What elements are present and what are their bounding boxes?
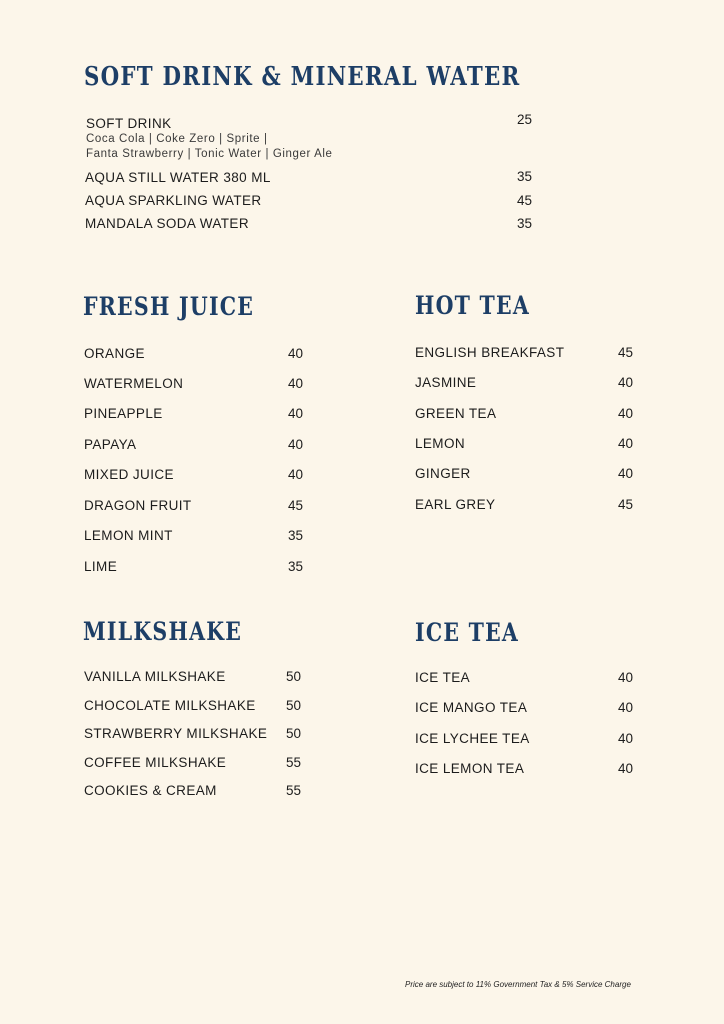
menu-item-name: MANDALA SODA WATER	[85, 216, 249, 231]
menu-item-price: 40	[618, 466, 634, 481]
ice-tea-heading: ICE TEA	[415, 618, 520, 647]
milkshake-heading: MILKSHAKE	[83, 617, 243, 646]
menu-item-price: 40	[618, 731, 634, 746]
menu-item-price: 40	[618, 375, 634, 390]
menu-item-name: MIXED JUICE	[84, 467, 174, 482]
menu-item-name: WATERMELON	[84, 376, 184, 391]
menu-item-price: 55	[286, 755, 302, 770]
tax-footnote: Price are subject to 11% Government Tax & 5% Service Charge	[405, 980, 631, 989]
menu-item-name: LIME	[84, 559, 118, 574]
menu-item-name: EARL GREY	[415, 497, 496, 512]
menu-item-price: 50	[286, 698, 302, 713]
soft-drink-heading: SOFT DRINK & MINERAL WATER	[84, 62, 521, 92]
menu-item-price: 40	[288, 346, 304, 361]
menu-item-price: 45	[618, 497, 634, 512]
menu-item-name: GREEN TEA	[415, 406, 497, 421]
menu-item-price: 45	[618, 345, 634, 360]
menu-item-name: AQUA STILL WATER 380 ML	[85, 170, 271, 185]
hot-tea-heading: HOT TEA	[415, 291, 531, 320]
menu-item-price: 45	[517, 193, 533, 208]
menu-item-price: 40	[288, 376, 304, 391]
fresh-juice-heading: FRESH JUICE	[83, 292, 255, 321]
menu-item-name: DRAGON FRUIT	[84, 498, 192, 513]
menu-item-name: AQUA SPARKLING WATER	[85, 193, 262, 208]
menu-item-price: 35	[517, 169, 533, 184]
menu-item-price: 40	[618, 436, 634, 451]
menu-item-name: LEMON MINT	[84, 528, 173, 543]
menu-item-price: 40	[618, 670, 634, 685]
menu-item-price: 55	[286, 783, 302, 798]
menu-item-price: 40	[288, 467, 304, 482]
menu-item-price: 50	[286, 726, 302, 741]
menu-item-price: 40	[618, 406, 634, 421]
menu-item-name: JASMINE	[415, 375, 477, 390]
menu-item-name: LEMON	[415, 436, 466, 451]
menu-item-name: ICE LEMON TEA	[415, 761, 525, 776]
menu-item-price: 40	[288, 406, 304, 421]
menu-item-name: ICE TEA	[415, 670, 471, 685]
menu-item-price: 50	[286, 669, 302, 684]
menu-item-name: SOFT DRINK	[86, 116, 172, 131]
menu-item-name: ICE LYCHEE TEA	[415, 731, 530, 746]
menu-item-name: PINEAPPLE	[84, 406, 163, 421]
menu-item-name: STRAWBERRY MILKSHAKE	[84, 726, 268, 741]
menu-item-name: CHOCOLATE MILKSHAKE	[84, 698, 256, 713]
menu-item-name: PAPAYA	[84, 437, 137, 452]
menu-item-price: 40	[618, 761, 634, 776]
menu-item-price: 35	[517, 216, 533, 231]
menu-item-price: 35	[288, 528, 304, 543]
menu-item-price: 40	[288, 437, 304, 452]
menu-item-price: 35	[288, 559, 304, 574]
menu-item-name: COOKIES & CREAM	[84, 783, 217, 798]
menu-item-name: ORANGE	[84, 346, 145, 361]
menu-item-price: 25	[517, 112, 533, 127]
menu-item-name: ICE MANGO TEA	[415, 700, 528, 715]
menu-item-price: 40	[618, 700, 634, 715]
menu-item-price: 45	[288, 498, 304, 513]
menu-item-name: VANILLA MILKSHAKE	[84, 669, 226, 684]
menu-item-description: Coca Cola | Coke Zero | Sprite |	[86, 133, 268, 145]
menu-item-name: COFFEE MILKSHAKE	[84, 755, 227, 770]
menu-item-name: GINGER	[415, 466, 471, 481]
menu-item-name: ENGLISH BREAKFAST	[415, 345, 565, 360]
menu-item-description: Fanta Strawberry | Tonic Water | Ginger Ale	[86, 148, 333, 160]
